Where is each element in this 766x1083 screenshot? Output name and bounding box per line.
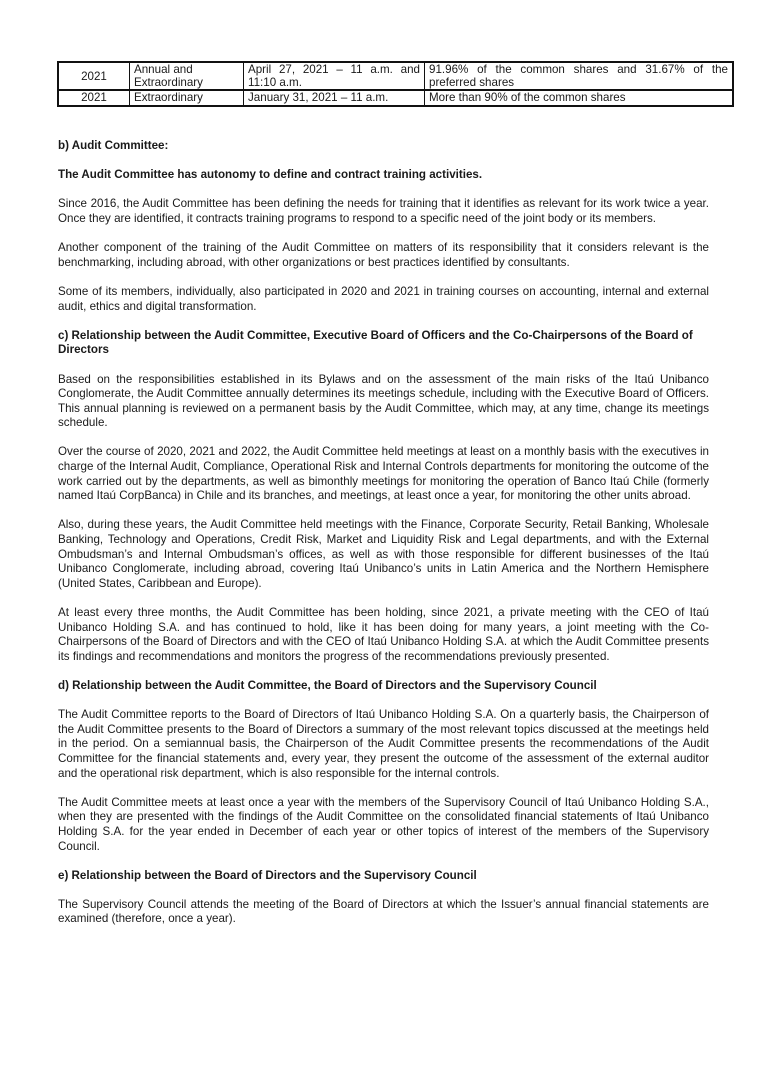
- section-board-council-relationship: [58, 869, 709, 927]
- section-heading: c) Relationship between the Audit Committee, Executive Board of Officers and the Co-Chairpersons of the Board of Directors: [58, 328, 693, 357]
- shareholder-meetings-table: [57, 61, 734, 107]
- paragraph: Since 2016, the Audit Committee has been defining the needs for training that it identifies as relevant for its work twice a year. Once they are identified, it contracts training programs to respond to a specific need of the joint body or its members.: [58, 197, 709, 225]
- meeting-date-cell: January 31, 2021 – 11 a.m.: [244, 90, 425, 105]
- paragraph: Some of its members, individually, also participated in 2020 and 2021 in training courses on accounting, internal and external audit, ethics and digital transformation.: [58, 284, 709, 313]
- meeting-type-cell: Extraordinary: [130, 90, 244, 105]
- paragraph: The Audit Committee meets at least once a year with the members of the Supervisory Council of Itaú Unibanco Holding S.A., when they are presented with the findings of the Audit Committee on the consolidated financial statements of Itaú Unibanco Holding S.A. for the year ended in December of each year or other topics of interest of the members of the Supervisory Council.: [58, 795, 709, 853]
- section-audit-committee: [58, 139, 709, 314]
- paragraph: At least every three months, the Audit Committee has been holding, since 2021, a private meeting with the CEO of Itaú Unibanco Holding S.A. and has continued to hold, like it has been doing for many years, a joint meeting with the Co-Chairpersons of the Board of Directors and with the CEO of Itaú Unibanco Holding S.A. at which the Audit Committee presents its findings and recommendations and monitors the progress of the recommendations previously presented.: [58, 606, 709, 663]
- meeting-quorum-cell: More than 90% of the common shares: [425, 90, 734, 105]
- paragraph: Over the course of 2020, 2021 and 2022, the Audit Committee held meetings at least on a monthly basis with the executives in charge of the Internal Audit, Compliance, Operational Risk and Internal Controls departments for monitoring the outcome of the work carried out by the departments, as well as bimonthly meetings for monitoring the operation of Banco Itaú Chile (formerly named Itaú CorpBanca) in Chile and its branches, and meetings, at least once a year, for monitoring the other units abroad.: [58, 445, 709, 503]
- meeting-year-cell: 2021: [58, 90, 130, 105]
- section-audit-committee-board-council-relationship: [58, 679, 709, 854]
- paragraph: Based on the responsibilities established in its Bylaws and on the assessment of the main risks of the Itaú Unibanco Conglomerate, the Audit Committee annually determines its meetings schedule, including with the Executive Board of Officers. This annual planning is reviewed on a permanent basis by the Audit Committee, which may, at any time, change its meetings schedule.: [58, 372, 709, 430]
- meeting-date-cell: April 27, 2021 – 11 a.m. and 11:10 a.m.: [244, 62, 425, 90]
- section-subheading: The Audit Committee has autonomy to define and contract training activities.: [58, 168, 483, 182]
- meeting-quorum-cell: 91.96% of the common shares and 31.67% of the preferred shares: [425, 62, 734, 90]
- table-row: [58, 90, 733, 105]
- meeting-year-cell: 2021: [58, 62, 130, 90]
- table-row: [58, 62, 733, 90]
- section-heading: d) Relationship between the Audit Committee, the Board of Directors and the Supervisory Council: [58, 678, 597, 692]
- meeting-type-cell: Annual and Extraordinary: [130, 62, 244, 90]
- paragraph: The Audit Committee reports to the Board of Directors of Itaú Unibanco Holding S.A. On a quarterly basis, the Chairperson of the Audit Committee presents to the Board of Directors a summary of the most relevant topics discussed at the meetings held in the period. On a semiannual basis, the Chairperson of the Audit Committee presents the recommendations of the Audit Committee for the financial statements and, every year, they present the outcome of the assessment of the external auditor and the operational risk department, which is also responsible for the internal controls.: [58, 708, 709, 780]
- section-heading: e) Relationship between the Board of Directors and the Supervisory Council: [58, 868, 477, 882]
- paragraph: Another component of the training of the Audit Committee on matters of its responsibility that it considers relevant is the benchmarking, including abroad, with other organizations or best practices identified by consultants.: [58, 241, 709, 269]
- document-body: [58, 139, 709, 942]
- paragraph: The Supervisory Council attends the meeting of the Board of Directors at which the Issuer’s annual financial statements are examined (therefore, once a year).: [58, 897, 709, 926]
- paragraph: Also, during these years, the Audit Committee held meetings with the Finance, Corporate Security, Retail Banking, Wholesale Banking, Technology and Operations, Credit Risk, Market and Liquidity Risk and Legal departments, and with the External Ombudsman’s and Internal Ombudsman’s offices, as well as with those responsible for different businesses of the Itaú Unibanco Conglomerate, including abroad, covering Itaú Unibanco’s units in Latin America and the Northern Hemisphere (United States, Caribbean and Europe).: [58, 518, 709, 590]
- section-audit-committee-executive-relationship: [58, 329, 709, 665]
- section-heading: b) Audit Committee:: [58, 139, 169, 152]
